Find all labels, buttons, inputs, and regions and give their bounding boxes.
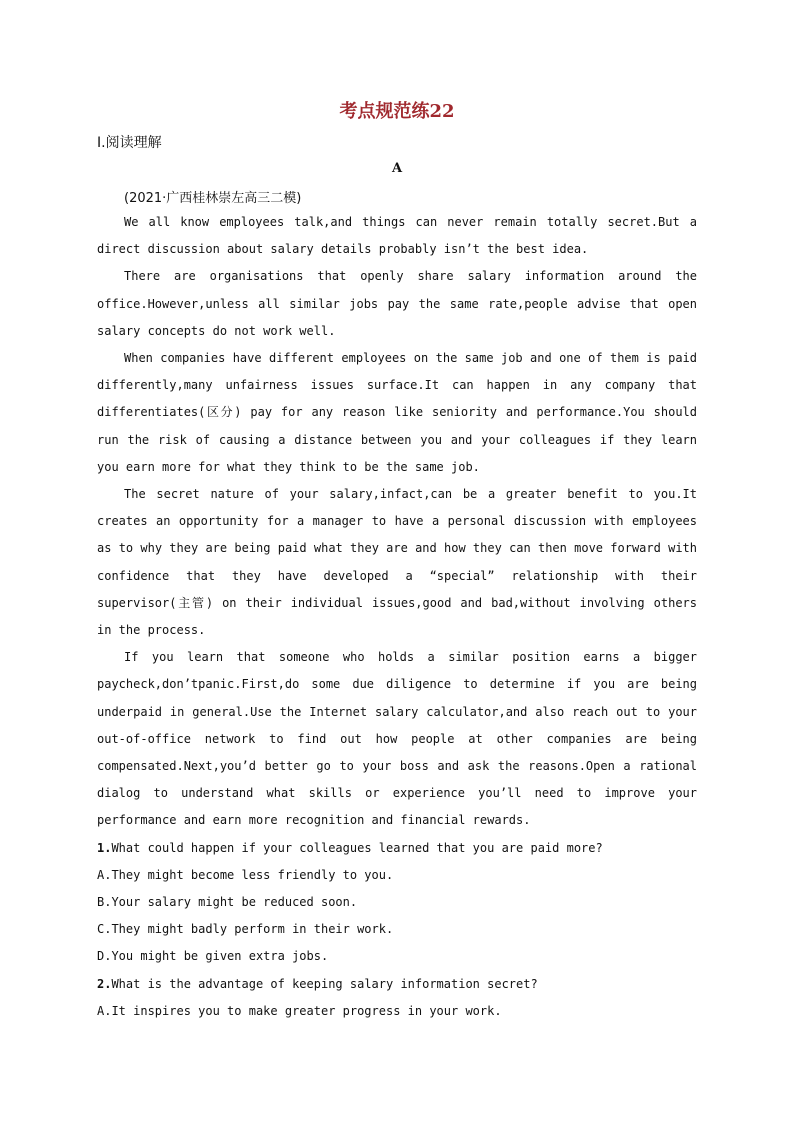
paragraph: If you learn that someone who holds a similar position earns a bigger paycheck,don’tpanic.First,do some due diligence to determine if you are being underpaid in general.Use the Internet salary calculator,and also reach out to your out-of-office network to find out how people at other companies are being compensated.Next,you’d better go to your boss and ask the reasons.Open a rational dialog to understand what skills or experience you’ll need to improve your performance and earn more recognition and financial rewards. xyxy=(97,650,697,828)
paragraph: There are organisations that openly share salary information around the office.However,unless all similar jobs pay the same rate,people advise that open salary concepts do not work well. xyxy=(97,269,697,338)
question xyxy=(97,835,697,971)
question-number: 1. xyxy=(97,840,112,855)
paragraph: The secret nature of your salary,infact,can be a greater benefit to you.It creates an opportunity for a manager to have a personal discussion with employees as to why they are being paid what they are and how they can then move forward with confidence that they have developed a “special” relationship with their supervisor(主管) on their individual issues,good and bad,without involving others in the process. xyxy=(97,487,697,638)
question xyxy=(97,971,697,1025)
answer-option: D.You might be given extra jobs. xyxy=(97,949,329,964)
paragraph: We all know employees talk,and things can never remain totally secret.But a direct discussion about salary details probably isn’t the best idea. xyxy=(97,215,697,257)
passage-body xyxy=(97,209,697,1025)
answer-option: A.It inspires you to make greater progress in your work. xyxy=(97,1003,502,1018)
answer-option: B.Your salary might be reduced soon. xyxy=(97,895,358,910)
question-text: What is the advantage of keeping salary information secret? xyxy=(111,976,538,991)
paragraph: When companies have different employees on the same job and one of them is paid differently,many unfairness issues surface.It can happen in any company that differentiates(区分) pay for any reason like seniority and performance.You should run the risk of causing a distance between you and your colleagues if they learn you earn more for what they think to be the same job. xyxy=(97,351,697,474)
question-number: 2. xyxy=(97,976,112,991)
passage-source: (2021·广西桂林崇左高三二模) xyxy=(124,191,302,206)
question-stem xyxy=(97,835,697,862)
question-text: What could happen if your colleagues learned that you are paid more? xyxy=(111,840,603,855)
answer-option: A.They might become less friendly to you. xyxy=(97,867,394,882)
passage-label: A xyxy=(391,161,403,176)
section-heading: Ⅰ.阅读理解 xyxy=(97,135,162,151)
answer-option: C.They might badly perform in their work. xyxy=(97,922,394,937)
document-title: 考点规范练22 xyxy=(339,101,455,122)
question-stem xyxy=(97,971,697,998)
